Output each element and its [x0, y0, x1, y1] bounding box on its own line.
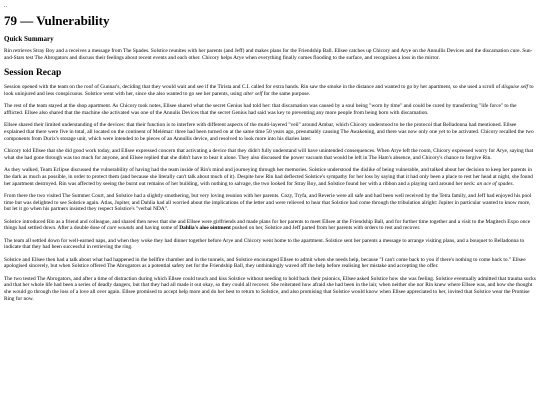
bold-text: Dahlia's aloe ointment: [179, 225, 231, 232]
text-segment: As they walked, Team Eclipse discussed the vulnerability of having had the team inside of Rin's mind and journeying through her memories. Solstice understood the dislike of being vulnerable, and talked about her decision to keep her parents in the dark as much as possible, in order to protect them (and because she literally can't talk about much of it). Despite how Rin had deflected Solstice's sympathy for her loss by saying that it had only been a place to rest her head at night, she found her apartment destroyed. Rin was affected by seeing the burnt out remains of her building, with nothing to salvage, the two looked for Stray Boy, and Solstice found her with a ribbon and a playing card around her neck:: [4, 166, 533, 187]
text-segment: Chicory told Ellsee that she did good work today, and Ellsee expressed concern that activating a device that they didn't fully understand will have unintended consequences. When Arye left the room, Chicory expressed worry for Arye, saying that what she had gone through was too much for anyone, and Ellsee replied that she didn't have to bear it alone. They also discussed the power vacuum that would be left in The Ham's absence, and Chicory's chance to forgive Rin.: [4, 147, 534, 161]
recap-paragraph: [4, 276, 536, 304]
text-segment: Session opened with the team on the roof of Gunnar's, deciding that they would wait and see if the Tirista and C.I. called for extra hands. Rin saw the smoke in the distance and wanted to go by her apartment, so she used a scroll of: [4, 83, 502, 90]
recap-paragraph: [4, 193, 536, 214]
session-recap-heading: Session Recap: [4, 67, 62, 78]
text-segment: Solstice introduced Rin as a friend and colleague, and shared then news that she and Ellsee were girlfriends and made plans for her parents to meet Ellsee at the Friendship Ball, and for further time together and a visit to the Magitech Expo once things had settled down. After a double dose of: [4, 218, 531, 232]
text-segment: The team all settled down for well-earned naps, and when they woke they had dinner together before Arye and Chicory went home to the apartment. Solstice sent her parents a message to arrange visiting plans, and a bouquet to Belladonna to indicate that they had been successful in retrieving the ring.: [4, 237, 525, 251]
italic-text: cure wounds: [107, 225, 135, 232]
quick-summary-heading: Quick Summary: [4, 35, 54, 43]
text-segment: Ellsee shared their limited understanding of the devices: that their function is to interfere with different aspects of the multi-layered "veil" around Ambar, which Chicory understood to be the protocol that Belladonna had mentioned. Ellsee explained that there were five in total, all located on the continent of Melémar: three had been turned on at the same time 50 years ago, presumably causing The Awakening, and there was now only one yet to be activated. Chicory recalled the two components from Durix's storage unit, which were intended to be pieces of an Annullis device, and resolved to look more into his diaries later.: [4, 121, 534, 142]
text-segment: The two tested The Abrogators, and after a time of distraction during which Ellsee could touch and kiss Solstice without needing to hold back their psionics, Ellsee asked Solstice how she was feeling. Solstice eventually admitted that trauma sucks and that her whole life had been a series of deadly dangers, but that they had all made it out okay, so they could all recover. She reiterated how afraid she had been in the lair, when neither she nor Rin knew where Ellsee was, and how she thought she would go through the loss of a love all over again. Ellsee promised to accept help more and do her best to return to Solstice, and also promising that Solstice would know when Ellsee appreciated to her, invited that Solstice wear the Promise Ring for now.: [4, 275, 536, 303]
text-segment: for the same purpose.: [262, 90, 311, 97]
text-segment: From there the two visited The Summer Court, and Solstice had a slightly smothering, but very loving reunion with her parents. Cozy, Tryfa, and Reverie were all safe and had been well received by the Tetra family, and Jeff had enjoyed his pool time but was delighted to see Solstice again. Atlas, Jupiter, and Dahlia had all worried about the implications of the letter and were relieved to hear that Solstice had come through the tribulation alright: Jupiter in particular wanted to know more, but let it go when his partners insisted they respect Solstice's "verbal NDA".: [4, 192, 532, 213]
breadcrumb[interactable]: ..: [4, 3, 7, 9]
session-recap-body: [4, 84, 536, 303]
recap-paragraph: [4, 167, 536, 188]
quick-summary-text: Rin retrieves Stray Boy and a receives a message from The Spades. Solstice reunites with her parents (and Jeff) and makes plans for the Friendship Ball. Ellsee catches up Chicory and Arye on the Annullis Devices and the discarnation cure. Sun-and-Stars test The Abrogators and discuss their feelings about recent events and each other. Chicory helps Arye when everything finally comes flooding to the surface, and recognizes a loss in the mirror.: [4, 48, 533, 61]
page-title: 79 — Vulnerability: [4, 13, 110, 28]
recap-paragraph: [4, 238, 536, 252]
italic-text: an ace of spades: [476, 180, 513, 187]
recap-paragraph: [4, 148, 536, 162]
italic-text: alter self: [243, 90, 263, 97]
recap-paragraph: [4, 257, 536, 271]
text-segment: .: [512, 180, 514, 187]
recap-paragraph: [4, 84, 536, 98]
recap-paragraph: [4, 219, 536, 233]
text-segment: Solstice and Ellsee then had a talk about what had happened in the bellfire chamber and in the tunnels, and Solstice encouraged Ellsee to admit when she needs help, because "I can't come back to you if there's nothing to come back to." Ellsee apologised sincerely, but when Solstice offered The Abrogators as a potential safety net for the Friendship Ball, they unthinkingly waved off the help before realising her mistake and accepting the offer.: [4, 256, 526, 270]
italic-text: disguise self: [501, 83, 529, 90]
recap-paragraph: [4, 103, 536, 117]
text-segment: and having some of: [134, 225, 180, 232]
text-segment: The rest of the team stayed at the shop apartment. As Chicory took notes, Ellsee shared what the secret Genius had told her: that discarnation was caused by a soul being "worn by time" and could be cured by transferring "life force" to the afflicted. Ellsee also shared that the machine she activated was one of the Annulis Devices that the secret Genius had said was key to preventing any more people from being born with discarnation.: [4, 102, 517, 116]
text-segment: to look uninjured and less conspicuous. Solstice went with her, since she also wanted to go see her parents, using: [4, 83, 534, 97]
text-segment: pushed on her, Solstice and Jeff parted from her parents with orders to rest and recover.: [230, 225, 421, 232]
recap-paragraph: [4, 122, 536, 143]
